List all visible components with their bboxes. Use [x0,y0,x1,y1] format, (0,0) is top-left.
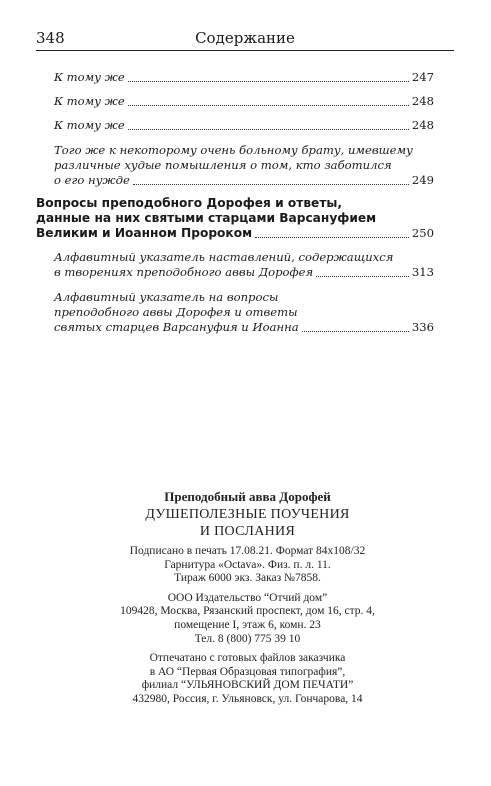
dot-leader [255,236,409,238]
printer-line: филиал “УЛЬЯНОВСКИЙ ДОМ ПЕЧАТИ” [141,679,354,692]
toc-entry-text: Великим и Иоанном Пророком [36,226,253,240]
publisher-line: Тел. 8 (800) 775 39 10 [194,632,301,645]
book-author: Преподобный авва Дорофей [164,489,331,504]
printer-line: Отпечатано с готовых файлов заказчика [149,652,346,665]
section-title: Содержание [195,29,295,47]
toc-entry-bold [36,196,434,241]
print-info-line: Гарнитура «Octava». Физ. п. л. 11. [164,558,331,571]
dot-leader [128,80,409,82]
toc-page-number: 250 [411,226,434,240]
dot-leader [302,330,409,332]
toc-page-number: 249 [411,173,434,187]
toc-entry-text: К тому же [54,118,125,132]
dot-leader [128,128,409,130]
toc-entry [54,143,434,188]
toc-page-number: 313 [411,265,434,279]
toc-page-number: 248 [411,118,434,132]
page-number: 348 [36,29,65,47]
dot-leader [316,275,409,277]
toc-entry-line: Алфавитный указатель наставлений, содержащихся [54,250,394,264]
toc-entry-line: Алфавитный указатель на вопросы [54,290,279,304]
dot-leader [133,183,409,185]
publisher-line: помещение I, этаж 6, комн. 23 [174,618,321,631]
toc-entry-line: Того же к некоторому очень больному брату, имевшему [54,143,413,157]
dot-leader [128,104,409,106]
toc-entry [54,70,434,85]
toc-page-number: 247 [411,70,434,84]
publisher-line: 109428, Москва, Рязанский проспект, дом 16, стр. 4, [120,605,375,618]
toc-page-number: 336 [411,320,434,334]
toc-entry-line: различные худые помышления о том, кто заботился [54,158,392,172]
toc-entry-line: преподобного аввы Дорофея и ответы [54,305,298,319]
toc-entry-text: К тому же [54,94,125,108]
book-title-line: И ПОСЛАНИЯ [199,524,296,539]
colophon [80,489,415,707]
toc-entry-text: К тому же [54,70,125,84]
printer-line: 432980, Россия, г. Ульяновск, ул. Гончарова, 14 [132,692,363,705]
printer-line: в АО “Первая Образцовая типография”, [149,665,346,678]
toc-entry-line: данные на них святыми старцами Варсануфием [36,211,377,225]
toc-entry [54,118,434,133]
publisher-line: ООО Издательство “Отчий дом” [167,591,328,604]
toc-page-number: 248 [411,94,434,108]
toc-entry-text: о его нужде [54,173,130,187]
toc-entry [54,94,434,109]
toc-entry-line: Вопросы преподобного Дорофея и ответы, [36,196,343,210]
book-title-line: ДУШЕПОЛЕЗНЫЕ ПОУЧЕНИЯ [145,507,350,522]
print-info-line: Тираж 6000 экз. Заказ №7858. [174,572,321,585]
print-info-line: Подписано в печать 17.08.21. Формат 84х108/32 [129,545,366,557]
toc-entry [54,290,434,335]
running-header [36,30,454,51]
toc-entry-text: в творениях преподобного аввы Дорофея [54,265,314,279]
toc-entry-text: святых старцев Варсануфия и Иоанна [54,320,299,334]
toc-entry [54,250,434,280]
